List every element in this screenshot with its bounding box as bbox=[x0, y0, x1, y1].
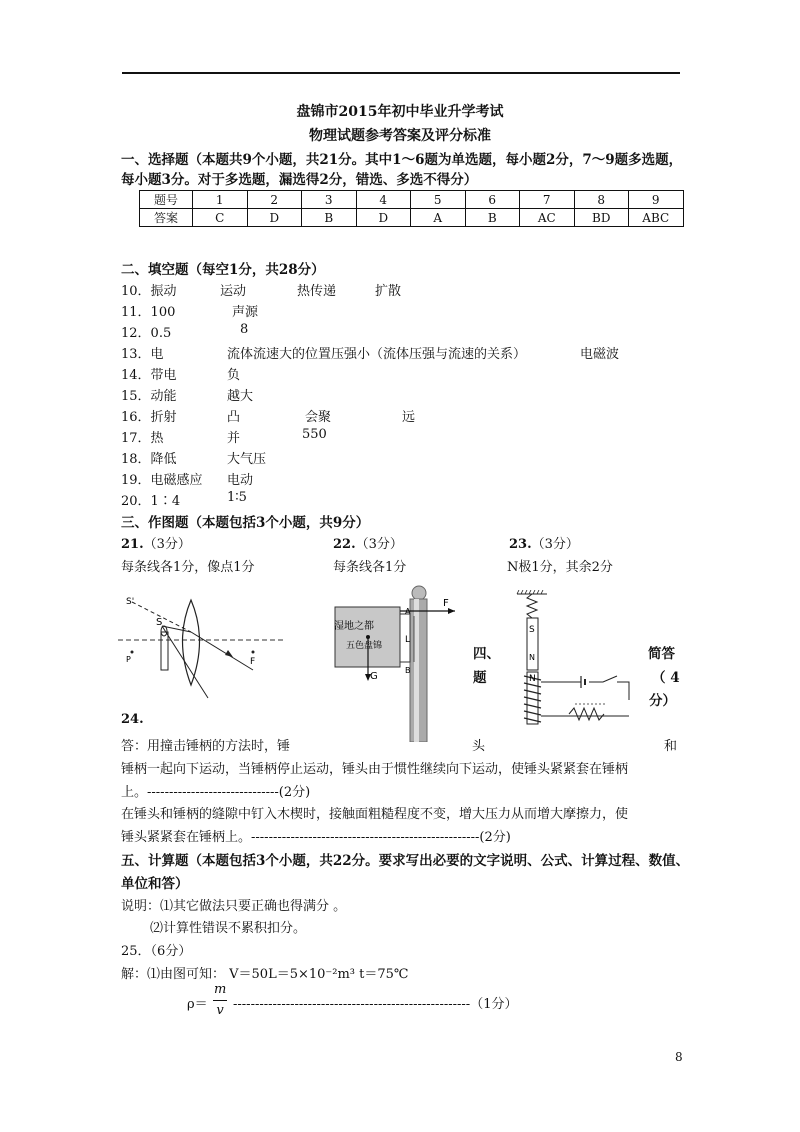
table-cell: B bbox=[302, 209, 357, 227]
section4-heading: 分） bbox=[649, 693, 676, 709]
note-text: ⑵计算性错误不累积扣分。 bbox=[150, 921, 307, 936]
section1-heading: 一、选择题（本题共9个小题，共21分。其中1～6题为单选题，每小题2分，7～9题多选题， bbox=[121, 152, 683, 168]
fill-answer: 14．带电 bbox=[121, 368, 177, 383]
fill-answer: 17．热 bbox=[121, 431, 164, 446]
fill-answer: 流体流速大的位置压强小（流体压强与流速的关系） bbox=[227, 347, 527, 362]
fill-answer: 声源 bbox=[232, 305, 259, 320]
table-cell: 2 bbox=[247, 191, 302, 209]
fill-answer: 负 bbox=[227, 368, 241, 383]
section5-heading-cont: 单位和答） bbox=[121, 876, 189, 892]
formula-denominator: v bbox=[216, 1003, 224, 1018]
fill-answer: 16．折射 bbox=[121, 410, 177, 425]
fill-answer: 会聚 bbox=[305, 410, 332, 425]
table-cell: ABC bbox=[629, 209, 684, 227]
answer-text: 锤柄一起向下运动，当锤柄停止运动，锤头由于惯性继续向下运动，使锤头紧紧套在锤柄 bbox=[121, 762, 629, 777]
q23-header bbox=[509, 533, 579, 552]
table-cell: 3 bbox=[302, 191, 357, 209]
label-l: L bbox=[405, 635, 411, 645]
label-g: G bbox=[370, 671, 378, 682]
fill-answer: 15．动能 bbox=[121, 389, 177, 404]
lens-diagram bbox=[118, 590, 288, 700]
fraction-bar bbox=[213, 1000, 227, 1001]
label-b: B bbox=[405, 666, 411, 675]
section3-heading: 三、作图题（本题包括3个小题，共9分） bbox=[121, 515, 370, 531]
q25-number: 25．（6分） bbox=[121, 944, 192, 959]
answer-text: 答：用撞击锤柄的方法时，锤 bbox=[121, 739, 291, 754]
fill-answer: 10．振动 bbox=[121, 284, 177, 299]
sign-text: 湿地之都 bbox=[334, 621, 374, 632]
candle-icon bbox=[161, 632, 168, 670]
solution-text: ------------------------------------------------------（1分） bbox=[233, 997, 518, 1012]
fill-answer: 运动 bbox=[220, 284, 247, 299]
label-s-prime: S' bbox=[126, 597, 135, 607]
table-row bbox=[140, 209, 684, 227]
answer-text: 上。------------------------------(2分) bbox=[121, 785, 311, 800]
fill-answer: 20．1∶4 bbox=[121, 494, 181, 509]
fill-answer: 凸 bbox=[227, 410, 241, 425]
doc-subtitle: 物理试题参考答案及评分标准 bbox=[309, 128, 491, 144]
rheostat-icon bbox=[569, 708, 604, 720]
answer-text: 锤头紧紧套在锤柄上。----------------------------------------------------(2分) bbox=[121, 830, 511, 845]
q22-note: 每条线各1分 bbox=[333, 560, 407, 575]
label-f: F bbox=[250, 657, 256, 667]
page-number: 8 bbox=[675, 1050, 683, 1064]
label-s: S bbox=[529, 625, 535, 635]
table-cell: D bbox=[356, 209, 411, 227]
answer-text: 在锤头和锤柄的缝隙中钉入木楔时，接触面粗糙程度不变，增大压力从而增大摩擦力，使 bbox=[121, 807, 629, 822]
q22-header bbox=[333, 533, 403, 552]
table-cell: BD bbox=[574, 209, 629, 227]
section5-heading: 五、计算题（本题包括3个小题，共22分。要求写出必要的文字说明、公式、计算过程、数值、 bbox=[121, 853, 690, 869]
fill-answer: 并 bbox=[227, 431, 241, 446]
signboard-diagram bbox=[330, 584, 460, 742]
section1-heading-cont: 每小题3分。对于多选题，漏选得2分，错选、多选不得分） bbox=[121, 172, 478, 188]
note-text: 说明：⑴其它做法只要正确也得满分 。 bbox=[121, 899, 347, 914]
question-number: 23. bbox=[509, 537, 532, 552]
answer-table bbox=[139, 190, 684, 227]
fill-answer: 19．电磁感应 bbox=[121, 473, 203, 488]
fill-answer: 大气压 bbox=[227, 452, 267, 467]
question-score: （3分） bbox=[531, 537, 579, 552]
fill-answer: 扩散 bbox=[375, 284, 402, 299]
table-row-label: 题号 bbox=[140, 191, 193, 209]
section2-heading: 二、填空题（每空1分，共28分） bbox=[121, 262, 325, 278]
sign-text: 五色盘锦 bbox=[346, 641, 383, 651]
table-cell: 5 bbox=[411, 191, 466, 209]
table-cell: 9 bbox=[629, 191, 684, 209]
fill-answer: 8 bbox=[240, 322, 249, 337]
table-row-label: 答案 bbox=[140, 209, 193, 227]
table-cell: 6 bbox=[465, 191, 520, 209]
label-n: N bbox=[529, 653, 535, 662]
fill-answer: 550 bbox=[302, 427, 327, 442]
label-p: P bbox=[126, 655, 131, 664]
fill-answer: 越大 bbox=[227, 389, 254, 404]
question-number: 22. bbox=[333, 537, 356, 552]
table-cell: D bbox=[247, 209, 302, 227]
table-cell: AC bbox=[520, 209, 575, 227]
fill-answer: 13．电 bbox=[121, 347, 164, 362]
table-cell: 8 bbox=[574, 191, 629, 209]
label-f: F bbox=[443, 598, 449, 609]
section4-heading: 四、 bbox=[473, 646, 500, 662]
question-number: 21. bbox=[121, 537, 144, 552]
section4-heading: （ 4 bbox=[652, 670, 680, 686]
fill-answer: 热传递 bbox=[297, 284, 337, 299]
table-row bbox=[140, 191, 684, 209]
formula-rho: ρ＝ bbox=[187, 997, 208, 1012]
section4-heading: 简答 bbox=[648, 646, 675, 662]
spring-icon bbox=[527, 594, 537, 618]
fill-answer: 12．0.5 bbox=[121, 326, 172, 341]
q21-note: 每条线各1分，像点1分 bbox=[121, 560, 255, 575]
electromagnet-diagram bbox=[505, 590, 635, 730]
fill-answer: 1∶5 bbox=[227, 490, 247, 505]
q24-number: 24. bbox=[121, 712, 144, 727]
fill-answer: 电动 bbox=[227, 473, 254, 488]
table-cell: 7 bbox=[520, 191, 575, 209]
table-cell: 1 bbox=[193, 191, 248, 209]
table-cell: C bbox=[193, 209, 248, 227]
table-cell: B bbox=[465, 209, 520, 227]
question-score: （3分） bbox=[143, 537, 191, 552]
fill-answer: 电磁波 bbox=[580, 347, 620, 362]
label-n: N bbox=[529, 674, 536, 684]
label-a: A bbox=[405, 607, 411, 616]
table-cell: 4 bbox=[356, 191, 411, 209]
section4-heading: 题 bbox=[473, 670, 487, 686]
answer-text: 和 bbox=[664, 739, 678, 754]
top-rule bbox=[122, 72, 680, 74]
fill-answer: 18．降低 bbox=[121, 452, 177, 467]
formula-numerator: m bbox=[214, 982, 227, 997]
q21-header bbox=[121, 533, 191, 552]
fill-answer: 11．100 bbox=[121, 305, 176, 320]
label-s: S bbox=[156, 617, 163, 628]
q23-note: N极1分，其余2分 bbox=[507, 560, 613, 575]
question-score: （3分） bbox=[355, 537, 403, 552]
doc-title: 盘锦市2015年初中毕业升学考试 bbox=[296, 104, 504, 120]
solution-text: 解：⑴由图可知： V＝50L＝5×10⁻²m³ t＝75℃ bbox=[121, 967, 409, 982]
fill-answer: 远 bbox=[402, 410, 416, 425]
answer-text: 头 bbox=[472, 739, 486, 754]
table-cell: A bbox=[411, 209, 466, 227]
